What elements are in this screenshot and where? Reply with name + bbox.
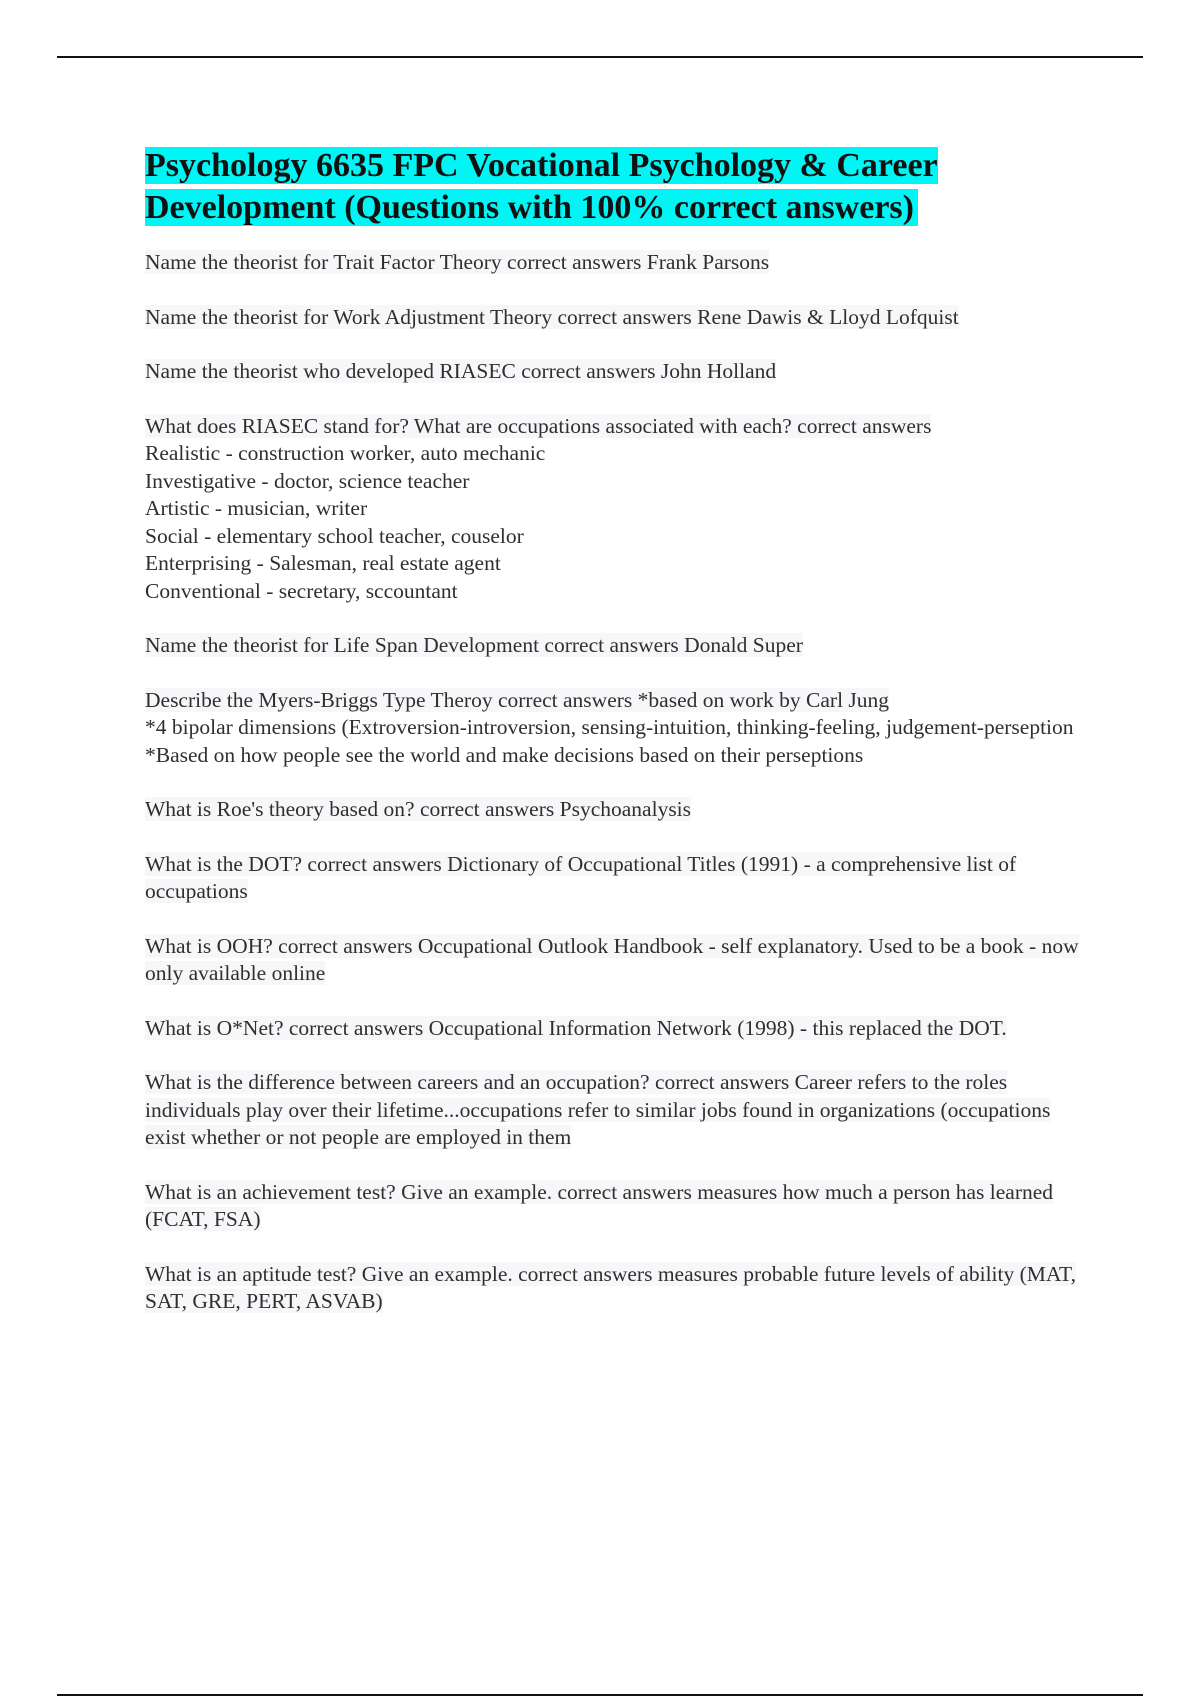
- question-text: Name the theorist for Work Adjustment Theory: [145, 304, 553, 329]
- qa-item: [145, 249, 1095, 277]
- qa-first-line: [145, 934, 1079, 986]
- answer-marker: correct answers: [557, 304, 692, 329]
- qa-item: [145, 1261, 1095, 1316]
- qa-item: [145, 632, 1095, 660]
- question-text: Describe the Myers-Briggs Type Theroy: [145, 687, 493, 712]
- answer-marker: correct answers: [288, 1015, 424, 1040]
- qa-first-line: [145, 1180, 1053, 1232]
- answer-marker: correct answers: [507, 250, 642, 274]
- answer-line: *Based on how people see the world and make decisions based on their perseptions: [145, 742, 864, 767]
- qa-first-line: [145, 414, 931, 438]
- answer-text: Frank Parsons: [646, 250, 770, 274]
- answer-marker: correct answers: [518, 1261, 653, 1286]
- qa-item: [145, 1179, 1095, 1234]
- question-text: Name the theorist for Trait Factor Theory: [145, 250, 502, 274]
- answer-marker: correct answers: [419, 797, 555, 821]
- answer-marker: correct answers: [797, 413, 932, 438]
- answer-text: Occupational Information Network (1998) - this replaced the DOT.: [428, 1015, 1007, 1040]
- answer-line: Social - elementary school teacher, couselor: [145, 523, 524, 548]
- qa-item: [145, 796, 1095, 824]
- qa-item: [145, 1015, 1095, 1043]
- answer-text: John Holland: [660, 359, 777, 383]
- qa-first-line: [145, 633, 803, 657]
- answer-line: Investigative - doctor, science teacher: [145, 468, 470, 493]
- document-title-text: Psychology 6635 FPC Vocational Psychology & Career Development (Questions with 100% correct answers): [145, 147, 938, 226]
- answer-text: Dictionary of Occupational Titles (1991) - a comprehensive list of occupations: [145, 851, 1017, 903]
- answer-line: Enterprising - Salesman, real estate agent: [145, 551, 501, 575]
- qa-item: [145, 358, 1095, 386]
- qa-item: [145, 304, 1095, 332]
- qa-item: [145, 933, 1095, 988]
- qa-item: [145, 413, 1095, 606]
- answer-text: Occupational Outlook Handbook - self explanatory. Used to be a book - now only available online: [145, 933, 1079, 985]
- question-text: Name the theorist for Life Span Development: [145, 633, 540, 657]
- question-text: What is Roe's theory based on?: [145, 797, 415, 821]
- qa-first-line: [145, 797, 691, 821]
- answer-text: Career refers to the roles individuals play over their lifetime...occupations refer to similar jobs found in organizations (occupations exist whether or not people are employed in them: [145, 1070, 1051, 1149]
- answer-marker: correct answers: [497, 687, 633, 712]
- document-body: [145, 145, 1095, 1343]
- answer-marker: correct answers: [544, 633, 679, 657]
- answer-line: Conventional - secretary, sccountant: [145, 578, 458, 603]
- question-text: What is the difference between careers and an occupation?: [145, 1070, 650, 1094]
- answer-line: Artistic - musician, writer: [145, 496, 368, 520]
- qa-first-line: [145, 688, 889, 712]
- top-rule: [57, 56, 1143, 58]
- qa-first-line: [145, 250, 769, 274]
- qa-list: [145, 249, 1095, 1316]
- answer-marker: correct answers: [278, 933, 413, 958]
- qa-item: [145, 1069, 1095, 1152]
- qa-first-line: [145, 1262, 1076, 1314]
- qa-first-line: [145, 359, 776, 383]
- question-text: What is OOH?: [145, 933, 273, 958]
- answer-text: *based on work by Carl Jung: [637, 687, 890, 712]
- qa-first-line: [145, 1016, 1007, 1040]
- question-text: What is the DOT?: [145, 851, 303, 876]
- answer-marker: correct answers: [557, 1179, 692, 1204]
- answer-marker: correct answers: [654, 1070, 790, 1094]
- document-title: [145, 145, 1095, 229]
- qa-first-line: [145, 305, 959, 329]
- question-text: What is an aptitude test? Give an example.: [145, 1261, 513, 1286]
- answer-line: Realistic - construction worker, auto mechanic: [145, 441, 546, 465]
- qa-item: [145, 687, 1095, 770]
- answer-text: Donald Super: [684, 633, 803, 657]
- qa-first-line: [145, 1070, 1050, 1149]
- question-text: What does RIASEC stand for? What are occupations associated with each?: [145, 413, 792, 438]
- question-text: What is an achievement test? Give an example.: [145, 1179, 553, 1204]
- answer-text: measures how much a person has learned (FCAT, FSA): [145, 1179, 1054, 1231]
- qa-first-line: [145, 852, 1016, 904]
- answer-marker: correct answers: [521, 359, 656, 383]
- question-text: Name the theorist who developed RIASEC: [145, 359, 516, 383]
- qa-item: [145, 851, 1095, 906]
- question-text: What is O*Net?: [145, 1015, 284, 1040]
- answer-line: *4 bipolar dimensions (Extroversion-introversion, sensing-intuition, thinking-feeling, judgement-perseption: [145, 715, 1074, 739]
- answer-marker: correct answers: [307, 851, 442, 876]
- answer-text: measures probable future levels of ability (MAT, SAT, GRE, PERT, ASVAB): [145, 1261, 1076, 1313]
- answer-text: Psychoanalysis: [559, 797, 692, 821]
- bottom-rule: [57, 1694, 1143, 1696]
- answer-text: Rene Dawis & Lloyd Lofquist: [697, 304, 959, 329]
